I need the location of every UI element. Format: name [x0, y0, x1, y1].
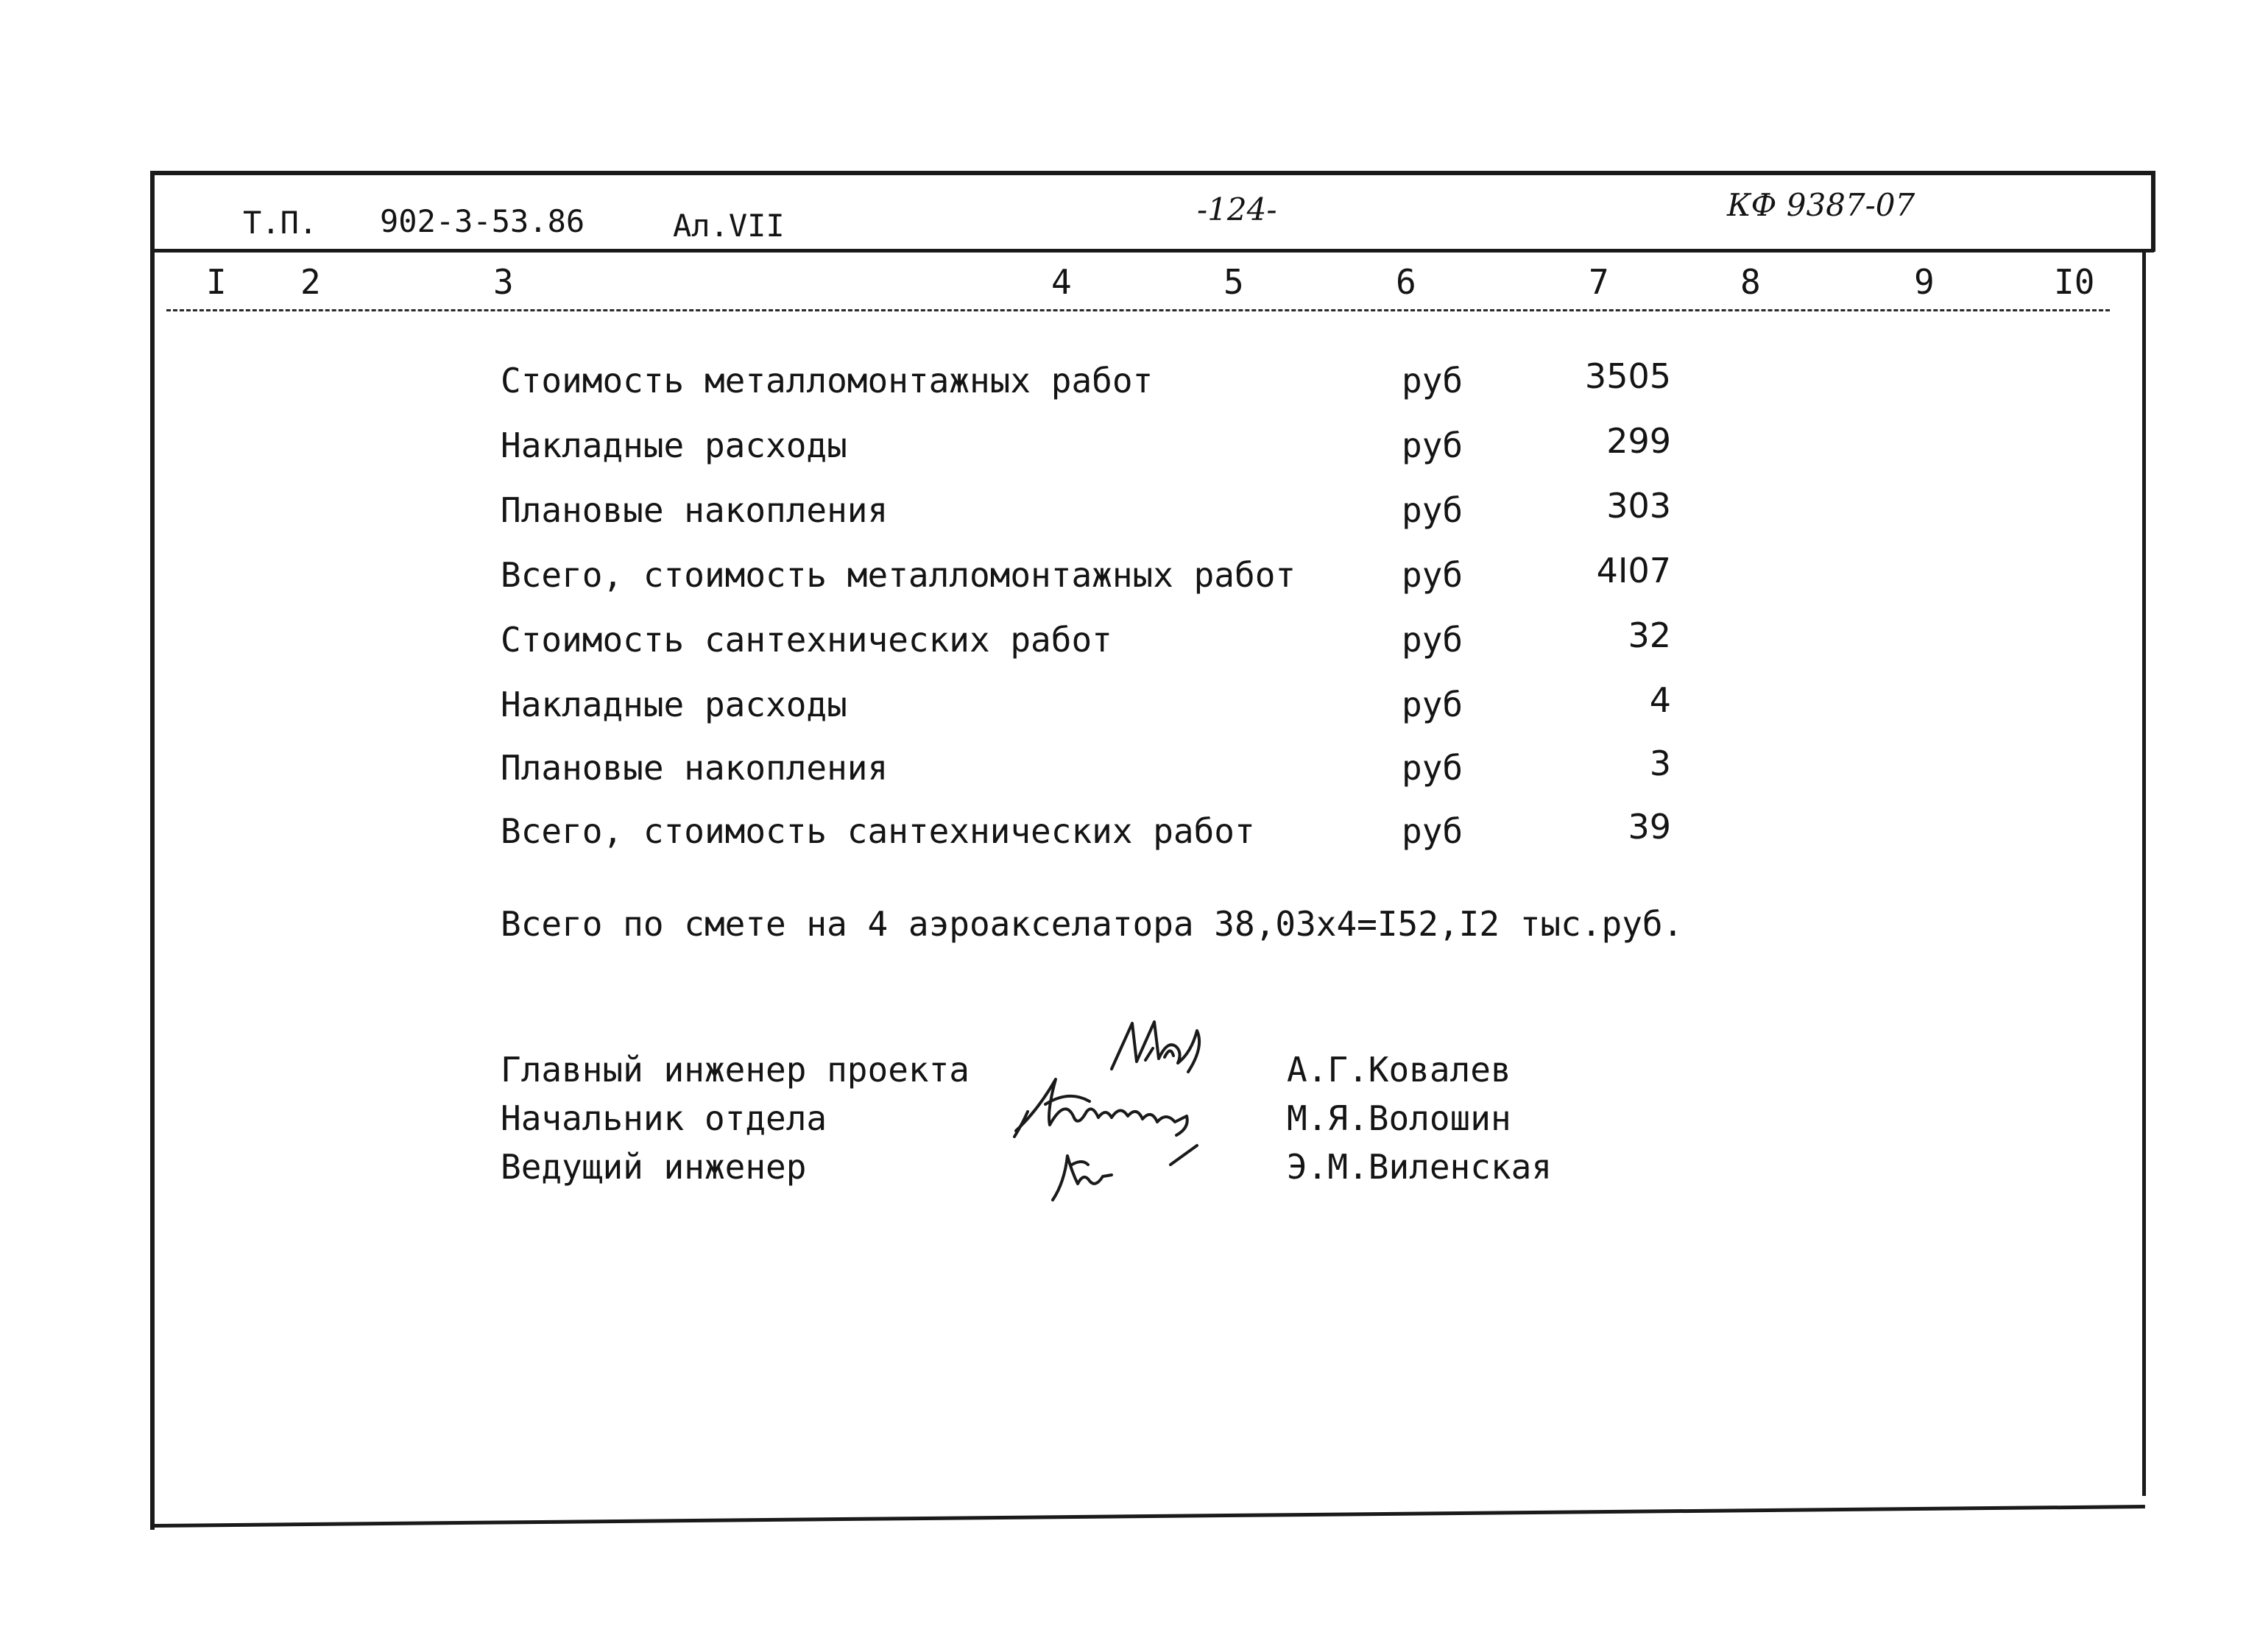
cost-row-unit: руб — [1402, 811, 1463, 851]
column-number-5: 5 — [1223, 262, 1244, 302]
signatory-role: Главный инженер проекта — [501, 1050, 970, 1090]
cost-row-value: 299 — [1606, 421, 1671, 461]
header-page-number: -124- — [1197, 191, 1277, 227]
cost-row-value: 4I07 — [1596, 551, 1671, 590]
cost-row-value: 39 — [1628, 807, 1671, 847]
header-project-number: 902-3-53.86 — [380, 203, 585, 239]
column-header-dashed-rule — [166, 309, 2110, 311]
header-album: Ал.VII — [673, 208, 785, 244]
cost-row-unit: руб — [1402, 361, 1463, 400]
column-number-2: 2 — [300, 262, 321, 302]
cost-row-value: 3505 — [1584, 356, 1671, 396]
frame-top-border — [150, 171, 2154, 175]
cost-row-value: 4 — [1649, 680, 1671, 720]
cost-row-label: Всего, стоимость сантехнических работ — [501, 811, 1255, 851]
header-tp: Т.П. — [243, 205, 318, 241]
column-number-10: I0 — [2054, 262, 2095, 302]
cost-row-unit: руб — [1402, 620, 1463, 660]
signatory-role: Ведущий инженер — [501, 1147, 807, 1187]
signatory-name: М.Я.Волошин — [1287, 1098, 1511, 1138]
frame-right-border-upper — [2151, 171, 2155, 252]
column-number-4: 4 — [1051, 262, 1072, 302]
cost-row-unit: руб — [1402, 748, 1463, 788]
cost-row-label: Стоимость металломонтажных работ — [501, 361, 1154, 400]
column-number-8: 8 — [1740, 262, 1761, 302]
column-number-6: 6 — [1396, 262, 1416, 302]
signatory-name: А.Г.Ковалев — [1287, 1050, 1511, 1090]
cost-row-label: Накладные расходы — [501, 685, 847, 724]
cost-row-value: 303 — [1606, 486, 1671, 526]
signatory-role: Начальник отдела — [501, 1098, 827, 1138]
cost-row-unit: руб — [1402, 426, 1463, 465]
frame-bottom-border — [155, 1505, 2145, 1528]
header-document-code: КФ 9387-07 — [1727, 187, 1915, 223]
handwritten-signatures — [1001, 1001, 1281, 1207]
cost-row-label: Накладные расходы — [501, 426, 847, 465]
cost-row-label: Стоимость сантехнических работ — [501, 620, 1112, 660]
column-number-9: 9 — [1914, 262, 1935, 302]
signatory-name: Э.М.Виленская — [1287, 1147, 1553, 1187]
column-number-3: 3 — [493, 262, 514, 302]
cost-row-value: 3 — [1649, 744, 1671, 783]
frame-right-border — [2142, 252, 2146, 1496]
estimate-total: Всего по смете на 4 аэроакселатора 38,03х4=I52,I2 тыс.руб. — [501, 904, 1684, 944]
cost-row-unit: руб — [1402, 555, 1463, 595]
cost-row-label: Плановые накопления — [501, 490, 889, 530]
header-separator — [150, 249, 2154, 253]
column-number-1: I — [206, 262, 227, 302]
cost-row-unit: руб — [1402, 685, 1463, 724]
column-number-7: 7 — [1589, 262, 1609, 302]
cost-row-value: 32 — [1628, 615, 1671, 655]
cost-row-label: Всего, стоимость металломонтажных работ — [501, 555, 1296, 595]
cost-row-label: Плановые накопления — [501, 748, 889, 788]
frame-left-border — [150, 171, 155, 1530]
cost-row-unit: руб — [1402, 490, 1463, 530]
